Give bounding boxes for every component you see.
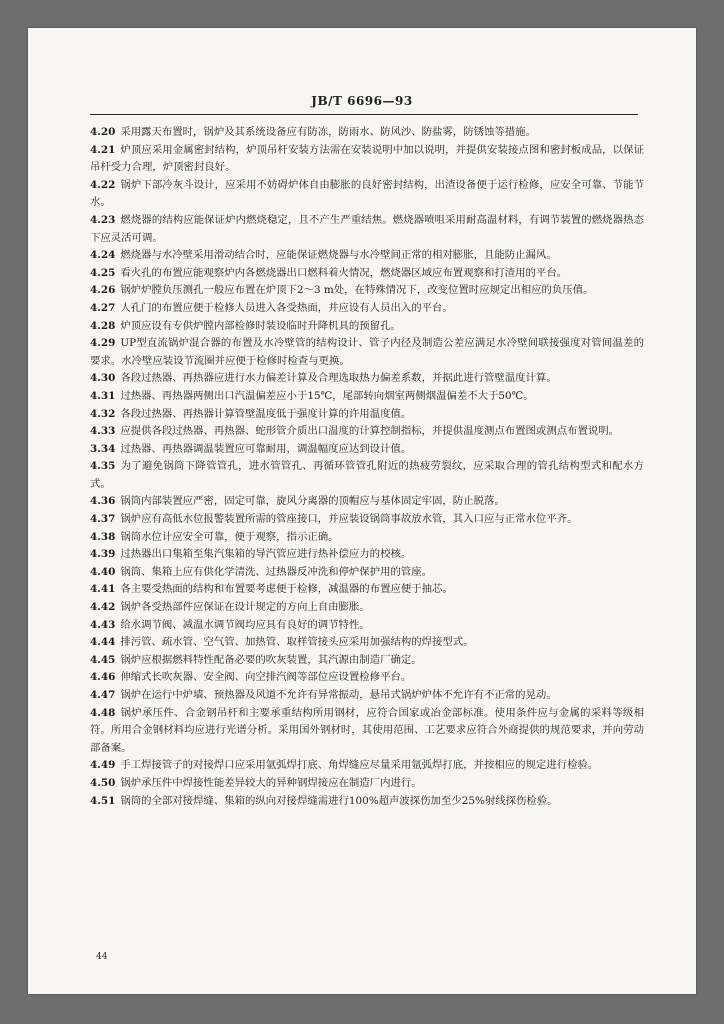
- clause-number: 4.40: [90, 565, 116, 578]
- clause-number: 4.51: [90, 794, 116, 807]
- clause-number: 4.25: [90, 266, 116, 279]
- clause-text: 锅炉应有高低水位报警装置所需的管座接口，并应装设锅筒事故放水管，其入口应与正常水位平齐。: [120, 513, 578, 526]
- clause-number: 4.32: [90, 407, 116, 420]
- clause-12: [90, 406, 644, 424]
- clause-19: [90, 546, 644, 564]
- clause-number: 4.24: [90, 249, 116, 262]
- clause-text: 人孔门的布置应便于检修人员进入各受热面，并应设有人员出入的平台。: [120, 301, 453, 314]
- clause-text: 采用露天布置时，锅炉及其系统设备应有防冻，防雨水、防风沙、防盐雾，防锈蚀等措施。: [120, 126, 536, 138]
- clause-2: [90, 177, 644, 212]
- clause-number: 4.42: [90, 601, 116, 614]
- clause-number: 4.28: [90, 319, 116, 332]
- clause-number: 4.26: [90, 284, 116, 297]
- clause-text: 锅炉炉膛负压测孔一般应布置在炉顶下2～3 m处，在特殊情况下，改变位置时应规定出相应的负压值。: [120, 284, 594, 297]
- clause-number: 4.38: [90, 530, 116, 543]
- clause-29: [90, 757, 644, 775]
- clause-number: 4.30: [90, 372, 116, 385]
- clause-7: [90, 300, 644, 318]
- clause-text: 锅炉承压件、合金钢吊杆和主要承重结构所用钢材，应符合国家或冶金部标准。使用条件应与金属的采料等级相符。所用合金钢材料均应进行光谱分析。采用国外钢材时，其使用范围、工艺要求应符合外商提供的规范要求，并向劳动部备案。: [90, 706, 644, 754]
- clause-23: [90, 617, 644, 635]
- clause-number: 4.41: [90, 583, 116, 596]
- clause-number: 4.48: [90, 706, 116, 719]
- clause-text: 炉顶应采用金属密封结构，炉顶吊杆安装方法需在安装说明中加以说明，并提供安装接点图和密封板成品，以保证吊杆受力合理，炉顶密封良好。: [90, 143, 644, 174]
- clause-18: [90, 529, 644, 547]
- clause-text: 伸缩式长吹灰器、安全阀、向空排汽阀等部位应设置检修平台。: [120, 671, 412, 684]
- clause-25: [90, 652, 644, 670]
- clause-number: 4.33: [90, 425, 116, 438]
- clause-9: [90, 335, 644, 370]
- clause-text: 锅炉各受热部件应保证在设计规定的方向上自由膨胀。: [120, 601, 370, 614]
- clause-number: 4.46: [90, 671, 116, 684]
- clause-text: 看火孔的布置应能观察炉内各燃烧器出口燃料着火情况，燃烧器区域应布置观察和打渣用的平台。: [120, 266, 568, 279]
- clause-0: [90, 124, 644, 142]
- clause-number: 4.39: [90, 548, 116, 561]
- clause-text: UP型直流锅炉混合器的布置及水冷壁管的结构设计、管子内径及制造公差应满足水冷壁间联接强度对管间温差的要求。水冷壁应装设节流圈并应便于检修时检查与更换。: [90, 337, 644, 367]
- clause-text: 过热器、再热器调温装置应可靠耐用，调温幅度应达到设计值。: [120, 442, 412, 455]
- clause-number: 4.37: [90, 513, 116, 526]
- clause-number: 4.43: [90, 618, 116, 631]
- clause-4: [90, 247, 644, 265]
- header-rule: [90, 114, 638, 115]
- clause-text: 过热器出口集箱至集汽集箱的导汽管应进行热补偿应力的校核。: [120, 548, 412, 561]
- clause-5: [90, 265, 644, 283]
- clause-text: 锅筒、集箱上应有供化学清洗、过热器反冲洗和停炉保护用的管座。: [120, 565, 433, 578]
- clause-text: 锅炉下部冷灰斗设计，应采用不妨碍炉体自由膨胀的良好密封结构，出渣设备便于运行检修，应安全可靠、节能节水。: [90, 178, 644, 209]
- clause-text: 炉顶应设有专供炉膛内部检修时装设临时升降机具的预留孔。: [120, 319, 401, 332]
- clause-22: [90, 599, 644, 617]
- clause-number: 4.21: [90, 143, 116, 156]
- clause-text: 锅炉应根据燃料特性配备必要的吹灰装置，其汽源由制造厂确定。: [120, 653, 422, 666]
- clause-17: [90, 511, 644, 529]
- clause-number: 4.20: [90, 126, 116, 138]
- clause-28: [90, 705, 644, 758]
- clause-text: 锅炉在运行中炉墙、预热器及风道不允许有异常振动，悬吊式锅炉炉体不允许有不正常的晃动。: [120, 689, 557, 701]
- clause-text: 过热器、再热器两侧出口汽温偏差应小于15℃，尾部转向烟室两侧烟温偏差不大于50℃。: [120, 389, 534, 402]
- clause-text: 为了避免锅筒下降管管孔，进水管管孔、再循环管管孔附近的热疲劳裂纹，应采取合理的管孔结构型式和配水方式。: [90, 460, 644, 490]
- clause-number: 4.45: [90, 653, 116, 666]
- clause-text: 锅筒内部装置应严密，固定可靠，旋风分离器的顶帽应与基体固定牢固，防止脱落。: [120, 495, 505, 508]
- clause-number: 3.34: [90, 442, 116, 455]
- clause-number: 4.49: [90, 759, 116, 772]
- clause-text: 燃烧器的结构应能保证炉内燃烧稳定，且不产生严重结焦。燃烧器喷咀采用耐高温材料，有调节装置的燃烧器热态下应灵活可调。: [90, 213, 644, 244]
- clause-text: 应提供各段过热器、再热器、蛇形管介质出口温度的计算控制指标，并提供温度测点布置图或测点布置说明。: [120, 425, 620, 438]
- clause-number: 4.47: [90, 689, 116, 701]
- clause-number: 4.27: [90, 301, 116, 314]
- clause-number: 4.31: [90, 389, 116, 402]
- clause-6: [90, 282, 644, 300]
- clause-text: 燃烧器与水冷壁采用滑动结合时，应能保证燃烧器与水冷壁间正常的相对膨胀，且能防止漏风。: [120, 249, 557, 262]
- clause-15: [90, 458, 644, 493]
- clause-number: 4.22: [90, 178, 116, 191]
- page-number: 44: [96, 952, 108, 962]
- clause-number: 4.35: [90, 460, 116, 473]
- clause-8: [90, 318, 644, 336]
- clause-13: [90, 423, 644, 441]
- clause-31: [90, 793, 644, 811]
- clause-20: [90, 564, 644, 582]
- clause-21: [90, 581, 644, 599]
- clause-10: [90, 370, 644, 388]
- clause-text: 给水调节阀、减温水调节阀均应具有良好的调节特性。: [120, 618, 370, 631]
- clause-16: [90, 493, 644, 511]
- clause-text: 手工焊接管子的对接焊口应采用氩弧焊打底、角焊缝应尽量采用氩弧焊打底，并按相应的规定进行检验。: [120, 759, 599, 772]
- clause-30: [90, 775, 644, 793]
- clause-text: 各段过热器、再热器应进行水力偏差计算及合理选取热力偏差系数，并据此进行管壁温度计算。: [120, 372, 557, 385]
- clause-1: [90, 142, 644, 177]
- clause-text: 排污管、疏水管、空气管、加热管、取样管接头应采用加强结构的焊接型式。: [120, 636, 474, 649]
- clause-11: [90, 388, 644, 406]
- clause-26: [90, 669, 644, 687]
- clause-number: 4.29: [90, 337, 116, 350]
- clause-3: [90, 212, 644, 247]
- clause-24: [90, 634, 644, 652]
- clause-list: [90, 124, 644, 810]
- clause-text: 锅炉承压件中焊接性能差异较大的异种钢焊接应在制造厂内进行。: [120, 776, 422, 789]
- clause-text: 锅筒的全部对接焊缝、集箱的纵向对接焊缝需进行100%超声波探伤加至少25%射线探伤检验。: [120, 794, 558, 807]
- clause-number: 4.44: [90, 636, 116, 649]
- clause-number: 4.23: [90, 213, 116, 226]
- clause-text: 各主要受热面的结构和布置要考虑便于检修，减温器的布置应便于抽芯。: [120, 583, 453, 596]
- clause-text: 锅筒水位计应安全可靠，便于观察，指示正确。: [120, 530, 339, 543]
- clause-number: 4.50: [90, 776, 116, 789]
- standard-code-header: JB/T 6696—93: [311, 94, 413, 108]
- document-page: [28, 28, 696, 994]
- clause-text: 各段过热器、再热器计算管壁温度低于强度计算的许用温度值。: [120, 407, 412, 420]
- clause-number: 4.36: [90, 495, 116, 508]
- clause-14: [90, 441, 644, 459]
- clause-27: [90, 687, 644, 705]
